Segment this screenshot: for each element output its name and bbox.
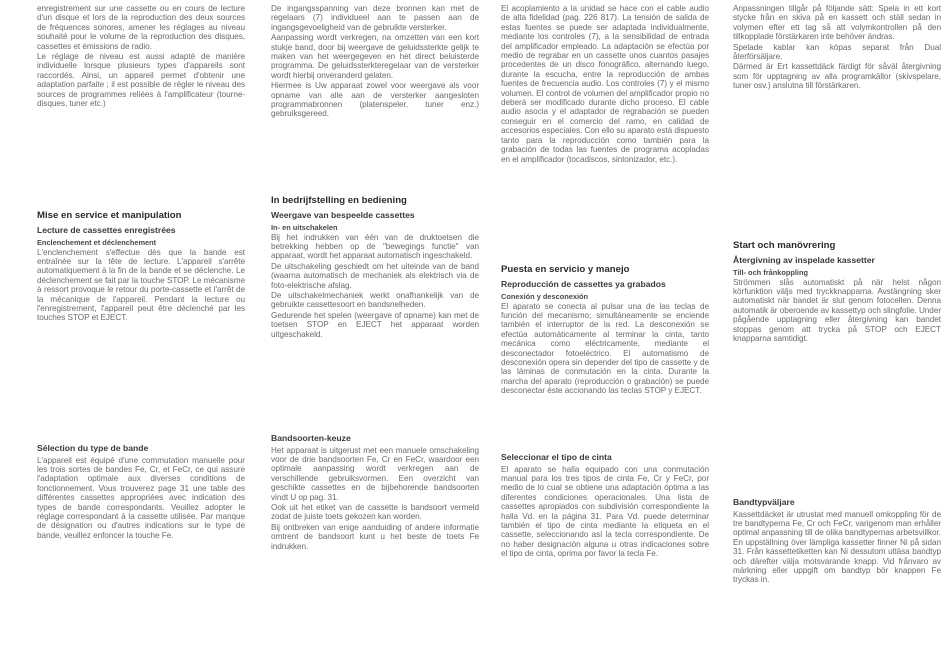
sv-intro-p2: Spelade kablar kan köpas separat från Dual återförsäljare. xyxy=(733,42,941,62)
fr-subsection-title: Lecture de cassettes enregistrées xyxy=(37,225,176,235)
es-intro-text: El acoplamiento a la unidad se hace con el cable audio de alta fidelidad (pag. 226 817). La tensión de salida de estas fuentes se puede ser adaptada individualmente, mediante los controles (7), a la sensibilidad de entrada del amplificador empleado. La adaptación se efectúa por medio de regrabar en un cassette unos cuantos pasajes procedentes de un disco fonográfico, alternando luego, durante la escucha, entre la reproducción de ambas fuentes de frecuencia audio. Los controles (7) y el mismo volumen. El control de volumen del amplificador propio no deberá ser modificado durante dicho proceso. El cable audio asocia y el adaptador de regrabación se pueden conseguir en el comercio del ramo, en calidad de accesorios especiales. Con ello su aparato está dispuesto tanto para la reproducción como también para la grabación de todas las fuentes de programa acopladas en el amplificador (tocadiscos, sintonizador, etc.). xyxy=(501,4,709,164)
nl-intro-p1: De ingangsspanning van deze bronnen kan met de regelaars (7) individueel aan te passen aan de ingangsgevoeligheid van de gebruikte versterker. xyxy=(271,4,479,32)
nl-switch-p4: Gedurende het spelen (weergave of opname) kan met de toetsen STOP en EJECT het apparaat worden uitgeschakeld. xyxy=(271,310,479,339)
sv-tape-section xyxy=(733,497,941,586)
nl-switch-p1: Bij het indrukken van één van de druktoetsen die betrekking hebben op de "bewegings functie" van apparaat, wordt het apparaat automatisch ingeschakeld. xyxy=(271,232,479,261)
fr-operation-section xyxy=(37,210,245,324)
fr-intro-p1: enregistrement sur une cassette ou en cours de lecture d'un disque et lors de la reproduction des deux sources de fréquences sonores, amener les réglages au niveau souhaité pour le volume de la reproduction des disques, cassettes et émissions de radio. xyxy=(37,4,245,51)
fr-switch-text: L'enclenchement s'effectue dès que la bande est entraînée sur la tête de lecture. L'appareil s'arrête automatiquement à la fin de la bande et se déclenche. Le déclenchement se fait par la touche STOP. Le mécanisme à ressort provoque le retour du porte-cassette et l'arrêt de la mécanique de l'appareil. Pendant la lecture ou l'enregistrement, l'appareil peut être déclenché par les touches STOP et EJECT. xyxy=(37,247,245,323)
es-tape-heading: Seleccionar el tipo de cinta xyxy=(501,452,612,462)
es-subsection-title: Reproducción de cassettes ya grabados xyxy=(501,279,666,289)
es-intro xyxy=(501,4,709,165)
nl-tape-heading: Bandsoorten-keuze xyxy=(271,433,351,443)
sv-tape-text: Kassettdäcket är utrustat med manuell omkoppling för de tre bandtyperna Fe, Cr och FeCr, varigenom man erhåller optimal anpassning till de olika bandtypernas arbetsvillkor. En uppställning över lämpliga kassetter finner Ni på sidan 31. Från kassettetiketten kan Ni dessutom utläsa bandtyp och därefter välja motsvarande knapp. Vid frånvaro av märkning eller uppgift om bandtyp bör knappen Fe tryckas in. xyxy=(733,509,941,585)
sv-section-title: Start och manövrering xyxy=(733,240,836,251)
nl-tape-section xyxy=(271,433,479,552)
es-operation-section xyxy=(501,264,709,397)
fr-tape-text: L'appareil est équipé d'une commutation manuelle pour les trois sortes de bandes Fe, Cr, et FeCr, ce qui assure l'adaptation optimale aux diverses conditions de fonctionnement. Vous trouverez page 31 une table des différentes cassettes appropriées avec indication des types de bande correspondants. Veuillez adopter le réglage correspondant à la cassette utilisée. Par manque de désignation ou d'autres indications sur le type de bande, veuillez enfoncer la touche Fe. xyxy=(37,455,245,540)
fr-tape-heading: Sélection du type de bande xyxy=(37,443,149,453)
nl-subsection-title: Weergave van bespeelde cassettes xyxy=(271,210,415,220)
nl-tape-p3: Bij ontbreken van enige aanduiding of andere informatie omtrent de bandsoort kunt u het beste de toets Fe indrukken. xyxy=(271,522,479,551)
nl-intro xyxy=(271,4,479,120)
nl-intro-p3: Hiermee is Uw apparaat zowel voor weergave als voor opname van alle aan de versterker aangesloten programmabronnen (platenspeler, tuner enz.) gebruiksgereed. xyxy=(271,81,479,119)
nl-operation-section xyxy=(271,195,479,340)
nl-switch-heading: In- en uitschakelen xyxy=(271,222,338,232)
es-section-title: Puesta en servicio y manejo xyxy=(501,264,630,275)
sv-subsection-title: Återgivning av inspelade kassetter xyxy=(733,255,875,265)
es-tape-section xyxy=(501,452,709,560)
nl-tape-p1: Het apparaat is uitgerust met een manuele omschakeling voor de drie bandsoorten Fe, Cr en FeCr, waardoor een optimale aanpassing wordt verkregen aan de verschillende gebruiksvormen. Een overzicht van geschikte cassettes en de bijbehorende bandsoorten vindt U op pag. 31. xyxy=(271,445,479,502)
sv-intro-p3: Därmed är Ert kassettdäck färdigt för såväl återgivning som för upptagning av alla programkällor (skivspelare, tuner osv.) anslutna till förstärkaren. xyxy=(733,62,941,91)
sv-operation-section xyxy=(733,240,941,344)
fr-tape-section xyxy=(37,443,245,541)
fr-switch-heading: Enclenchement et déclenchement xyxy=(37,237,157,247)
sv-intro xyxy=(733,4,941,92)
sv-tape-heading: Bandtypväljare xyxy=(733,497,795,507)
es-tape-text: El aparato se halla equipado con una conmutación manual para los tres tipos de cinta Fe, Cr y FeCr, por medio de lo cual se obtiene una adaptación óptima a las diferentes condiciones operacionales. Una lista de cassettes apropiados con subdivisión correspondiente la halla Vd. en la página 31. Para Vd. puede determinar también el tipo de cinta mediante la etiqueta en el cassette, seleccionando así la tecla correspondiente. De no haber designación alguna u otras indicaciones sobre el tipo de cinta, oprima por favor la tecla Fe. xyxy=(501,464,709,559)
es-switch-heading: Conexión y desconexión xyxy=(501,291,589,301)
sv-switch-text: Strömmen slås automatiskt på när helst någon körfunktion väljs med tryckknapparna. Avstängning sker automatiskt när bandet är slut genom fotocellen. Denna automatik är oberoende av kassettyp och slingfolie. Under pågående upptagning eller återgivning kan bandet stoppas genom att trycka på STOP och EJECT knapparna samtidigt. xyxy=(733,277,941,343)
nl-switch-p2: De uitschakeling geschiedt om het uiteinde van de band (waarna automatisch de mechaniek als elektrisch via de foto-elektrische afslag. xyxy=(271,261,479,290)
fr-section-title: Mise en service et manipulation xyxy=(37,210,182,221)
nl-switch-p3: De uitschakelmechaniek werkt onafhankelijk van de gebruikte cassettesoort en bandsnelheden. xyxy=(271,290,479,310)
nl-section-title: In bedrijfstelling en bediening xyxy=(271,195,407,206)
sv-switch-heading: Till- och frånkoppling xyxy=(733,267,808,277)
fr-intro-p2: Le réglage de niveau est aussi adapté de manière individuelle lorsque plusieurs types d'appareils sont raccordés. Ainsi, un appareil permet d'obtenir une adaptation parfaite ; il est possible de régler le niveau des sources de programmes reliées à l'amplificateur (tourne-disques, tuner etc.) xyxy=(37,52,245,109)
sv-intro-p1: Anpassningen tillgår på följande sätt: Spela in ett kort stycke från en skiva på en kassett och ställ sedan in volymen efter ett tag så att volymkontrollen på den tillkopplade förstärkaren inte behöver ändras. xyxy=(733,4,941,42)
nl-tape-p2: Ook uit het etiket van de cassette is bandsoort vermeld zodat de juiste toets gekozen kan worden. xyxy=(271,502,479,522)
fr-intro xyxy=(37,4,245,109)
nl-intro-p2: Aanpassing wordt verkregen, na omzetten van een kort stukje band, door bij weergave de geluidssterkte gelijk te maken van het weergegeven en het direct beluisterde programma. De geluidssterkteregelaar van de versterker wordt hierbij onveranderd gelaten. xyxy=(271,33,479,80)
es-switch-text: El aparato se conecta al pulsar una de las teclas de función del mecanismo; simultáneamente se enciende también el interruptor de la red. La desconexión se efectúa automáticamente al terminar la cinta, tanto mecánica como eléctricamente, mediante el desconectador fotoeléctrico. El automatismo de desconexión opera sin depender del tipo de cassette y de las láminas de conmutación en la cinta. Durante la marcha del aparato (reproducción o grabación) se puede desconectar éste accionando las teclas STOP y EJECT. xyxy=(501,301,709,396)
